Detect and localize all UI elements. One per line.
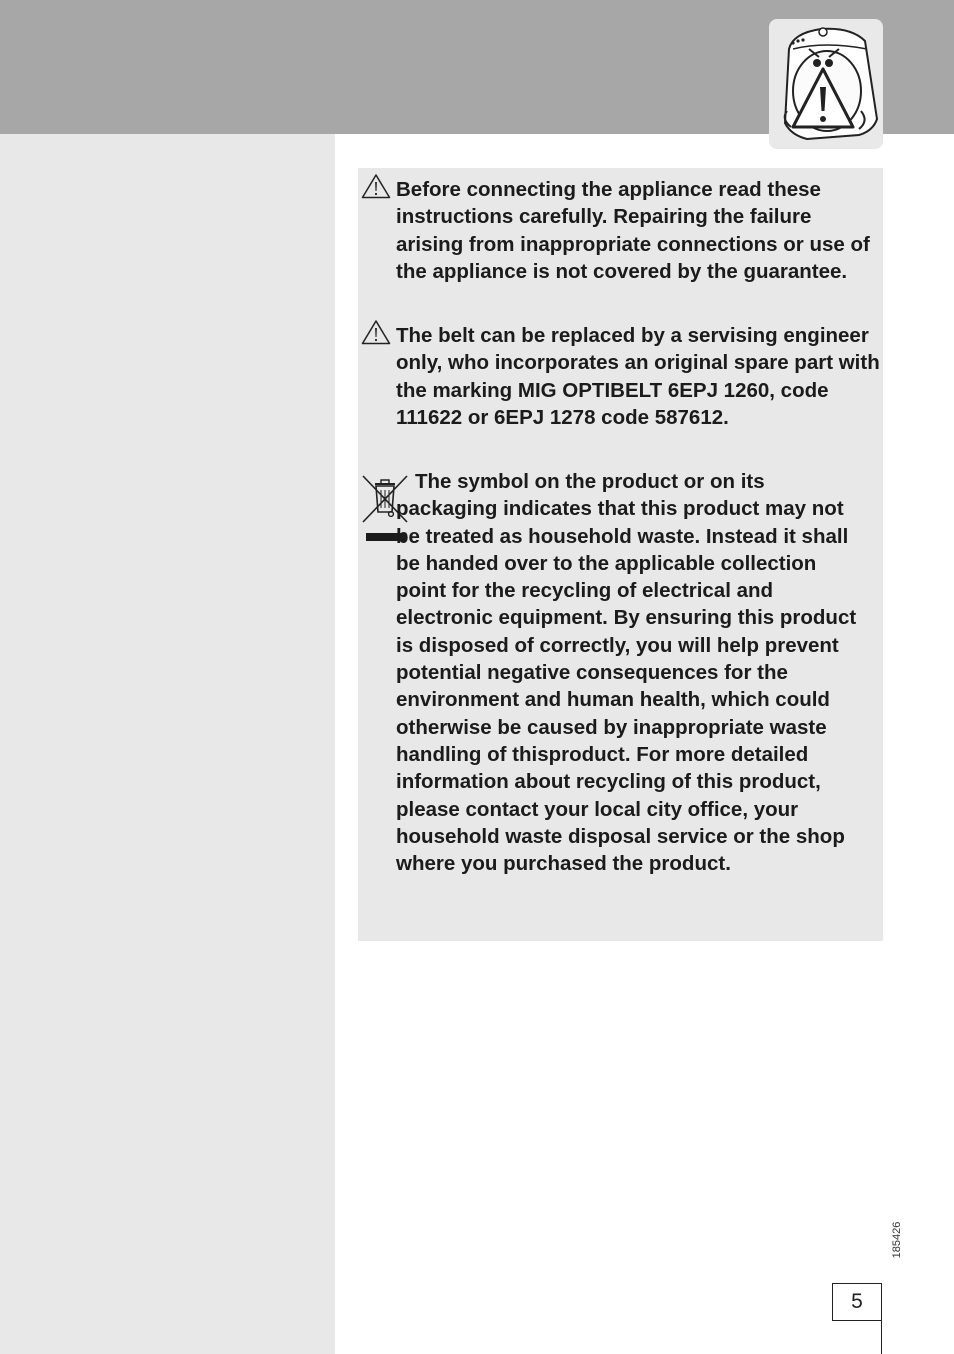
washing-machine-mascot-warning-icon (769, 19, 883, 149)
notice-belt-text: The belt can be replaced by a servising engineer only, who incorporates an original spare part with the marking MIG OPTIBELT 6EPJ 1260, code 111622 or 6EPJ 1278 code 587612. (396, 324, 880, 429)
safety-notice-box (358, 168, 883, 941)
warning-triangle-icon (361, 173, 391, 199)
page-number: 5 (832, 1283, 882, 1321)
warning-triangle-icon (361, 319, 391, 345)
notice-weee-text: The symbol on the product or on its packaging indicates that this product may not be treated as household waste. Instead it shall be handed over to the applicable collection point for the recycling of electrical and electronic equipment. By ensuring this product is disposed of correctly, you will help prevent potential negative consequences for the environment and human health, which could otherwise be caused by inappropriate waste handling of thisproduct. For more detailed information about recycling of this product, please contact your local city office, your household waste disposal service or the shop where you purchased the product. (396, 470, 857, 876)
left-margin-column (0, 134, 335, 1354)
page-number-rule (881, 1283, 882, 1354)
document-code: 185426 (891, 1221, 903, 1259)
notice-connection-text: Before connecting the appliance read these instructions carefully. Repairing the failure arising from inappropriate connections or use of the appliance is not covered by the guarantee. (396, 178, 870, 283)
